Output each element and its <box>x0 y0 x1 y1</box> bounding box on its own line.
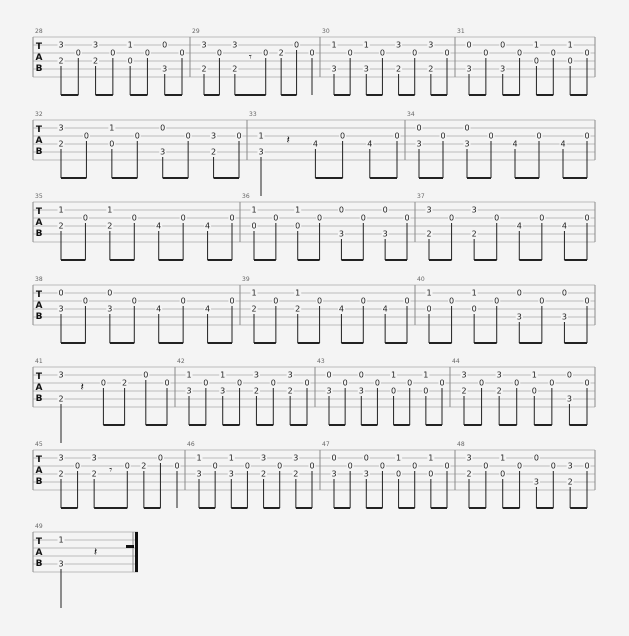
fret-number: 2 <box>261 469 267 479</box>
tab-system <box>33 441 595 508</box>
quarter-rest: 𝄽 <box>93 545 98 559</box>
fret-number: 3 <box>471 205 477 215</box>
fret-number: 3 <box>464 139 470 149</box>
fret-number: 1 <box>127 40 133 50</box>
fret-number: 0 <box>449 213 455 223</box>
fret-number: 1 <box>258 131 264 141</box>
fret-number: 4 <box>312 139 318 149</box>
fret-number: 0 <box>251 221 257 231</box>
tab-clef-letter: A <box>35 548 43 558</box>
fret-number: 3 <box>201 40 207 50</box>
fret-number: 3 <box>160 147 166 157</box>
measure-number: 44 <box>452 358 460 365</box>
tab-clef-letter: B <box>35 394 43 404</box>
fret-number: 0 <box>500 469 506 479</box>
fret-number: 3 <box>331 469 337 479</box>
fret-number: 0 <box>533 453 539 463</box>
fret-number: 2 <box>428 64 434 74</box>
fret-number: 3 <box>566 394 572 404</box>
measure-number: 33 <box>249 111 257 118</box>
fret-number: 0 <box>584 296 590 306</box>
fret-number: 3 <box>58 40 64 50</box>
tab-system <box>33 28 595 95</box>
fret-number: 0 <box>180 296 186 306</box>
fret-number: 0 <box>340 131 346 141</box>
fret-number: 0 <box>82 213 88 223</box>
tab-clef-letter: T <box>35 207 43 217</box>
fret-number: 3 <box>228 469 234 479</box>
fret-number: 2 <box>58 56 64 66</box>
fret-number: 2 <box>58 221 64 231</box>
fret-number: 0 <box>360 213 366 223</box>
fret-number: 0 <box>131 296 137 306</box>
fret-number: 3 <box>253 370 259 380</box>
measure-number: 49 <box>35 523 43 530</box>
fret-number: 0 <box>550 48 556 58</box>
measure-number: 32 <box>35 111 43 118</box>
tab-system <box>33 193 595 260</box>
fret-number: 0 <box>449 296 455 306</box>
fret-number: 0 <box>164 378 170 388</box>
fret-number: 0 <box>326 370 332 380</box>
fret-number: 1 <box>423 370 429 380</box>
fret-number: 0 <box>483 48 489 58</box>
measure-number: 29 <box>192 28 200 35</box>
fret-number: 2 <box>141 461 147 471</box>
fret-number: 4 <box>338 304 344 314</box>
fret-number: 0 <box>331 453 337 463</box>
fret-number: 0 <box>360 296 366 306</box>
fret-number: 0 <box>273 296 279 306</box>
tab-clef-letter: T <box>35 537 43 547</box>
fret-number: 0 <box>203 378 209 388</box>
fret-number: 0 <box>179 48 185 58</box>
fret-number: 3 <box>396 40 402 50</box>
measure-number: 31 <box>457 28 465 35</box>
fret-number: 3 <box>220 386 226 396</box>
tab-system <box>33 523 138 608</box>
fret-number: 4 <box>512 139 518 149</box>
fret-number: 0 <box>423 386 429 396</box>
fret-number: 0 <box>404 296 410 306</box>
measure-number: 41 <box>35 358 43 365</box>
fret-number: 0 <box>144 48 150 58</box>
fret-number: 1 <box>428 453 434 463</box>
final-barline <box>135 532 138 572</box>
measure-number: 34 <box>407 111 415 118</box>
fret-number: 2 <box>58 394 64 404</box>
fret-number: 2 <box>58 139 64 149</box>
fret-number: 0 <box>317 296 323 306</box>
fret-number: 4 <box>561 221 567 231</box>
fret-number: 2 <box>287 386 293 396</box>
fret-number: 0 <box>134 131 140 141</box>
fret-number: 1 <box>391 370 397 380</box>
measure <box>35 523 134 608</box>
fret-number: 3 <box>500 64 506 74</box>
quarter-rest: 𝄽 <box>286 133 290 147</box>
fret-number: 0 <box>536 131 542 141</box>
fret-number: 1 <box>396 453 402 463</box>
fret-number: 0 <box>124 461 130 471</box>
fret-number: 2 <box>253 386 259 396</box>
fret-number: 3 <box>561 312 567 322</box>
fret-number: 1 <box>295 205 301 215</box>
fret-number: 0 <box>444 48 450 58</box>
fret-number: 0 <box>494 296 500 306</box>
fret-number: 0 <box>347 48 353 58</box>
tab-clef-letter: T <box>35 125 43 135</box>
fret-number: 0 <box>58 288 64 298</box>
fret-number: 1 <box>363 40 369 50</box>
fret-number: 2 <box>567 477 573 487</box>
tab-clef-letter: A <box>35 466 43 476</box>
measure-number: 28 <box>35 28 43 35</box>
fret-number: 0 <box>517 461 523 471</box>
measure-number: 40 <box>417 276 425 283</box>
fret-number: 0 <box>494 213 500 223</box>
fret-number: 4 <box>205 221 211 231</box>
measure-number: 39 <box>242 276 250 283</box>
fret-number: 1 <box>251 205 257 215</box>
tab-clef-letter: A <box>35 218 43 228</box>
fret-number: 3 <box>416 139 422 149</box>
measure-number: 43 <box>317 358 325 365</box>
fret-number: 0 <box>107 288 113 298</box>
tab-system <box>33 111 595 196</box>
fret-number: 3 <box>107 304 113 314</box>
fret-number: 3 <box>91 453 97 463</box>
fret-number: 3 <box>58 304 64 314</box>
fret-number: 0 <box>185 131 191 141</box>
fret-number: 2 <box>295 304 301 314</box>
fret-number: 3 <box>258 147 264 157</box>
fret-number: 3 <box>58 453 64 463</box>
fret-number: 0 <box>584 461 590 471</box>
fret-number: 0 <box>270 378 276 388</box>
fret-number: 0 <box>180 213 186 223</box>
fret-number: 0 <box>237 378 243 388</box>
fret-number: 0 <box>550 461 556 471</box>
measure <box>249 111 401 196</box>
fret-number: 1 <box>295 288 301 298</box>
fret-number: 1 <box>251 288 257 298</box>
fret-number: 2 <box>201 64 207 74</box>
tab-clef-letter: B <box>35 477 43 487</box>
fret-number: 3 <box>533 477 539 487</box>
fret-number: 0 <box>566 370 572 380</box>
fret-number: 3 <box>331 64 337 74</box>
tab-clef-letter: A <box>35 53 43 63</box>
fret-number: 0 <box>295 221 301 231</box>
fret-number: 0 <box>131 213 137 223</box>
fret-number: 0 <box>488 131 494 141</box>
fret-number: 4 <box>156 304 162 314</box>
fret-number: 0 <box>531 386 537 396</box>
fret-number: 0 <box>309 461 315 471</box>
fret-number: 0 <box>294 40 300 50</box>
fret-number: 0 <box>440 131 446 141</box>
fret-number: 3 <box>196 469 202 479</box>
fret-number: 0 <box>338 205 344 215</box>
fret-number: 3 <box>358 386 364 396</box>
fret-number: 2 <box>232 64 238 74</box>
tab-clef-letter: T <box>35 455 43 465</box>
fret-number: 0 <box>109 139 115 149</box>
measure-number: 36 <box>242 193 250 200</box>
fret-number: 2 <box>107 221 113 231</box>
fret-number: 3 <box>466 453 472 463</box>
quarter-rest: 𝄽 <box>80 380 84 394</box>
fret-number: 0 <box>110 48 116 58</box>
tab-clef-letter: A <box>35 136 43 146</box>
fret-number: 3 <box>516 312 522 322</box>
fret-number: 2 <box>293 469 299 479</box>
fret-number: 0 <box>407 378 413 388</box>
fret-number: 3 <box>58 370 64 380</box>
fret-number: 2 <box>278 48 284 58</box>
fret-number: 1 <box>228 453 234 463</box>
fret-number: 1 <box>331 40 337 50</box>
fret-number: 3 <box>338 229 344 239</box>
fret-number: 0 <box>236 131 242 141</box>
fret-number: 4 <box>205 304 211 314</box>
tab-clef-letter: B <box>35 559 43 569</box>
fret-number: 4 <box>382 304 388 314</box>
fret-number: 0 <box>514 378 520 388</box>
fret-number: 1 <box>58 535 64 545</box>
fret-number: 2 <box>93 56 99 66</box>
fret-number: 0 <box>75 48 81 58</box>
fret-number: 0 <box>516 288 522 298</box>
fret-number: 4 <box>560 139 566 149</box>
fret-number: 2 <box>496 386 502 396</box>
measure-number: 48 <box>457 441 465 448</box>
fret-number: 0 <box>426 304 432 314</box>
fret-number: 3 <box>567 461 573 471</box>
fret-number: 0 <box>162 40 168 50</box>
fret-number: 3 <box>261 453 267 463</box>
fret-number: 0 <box>561 288 567 298</box>
fret-number: 0 <box>382 205 388 215</box>
tab-clef-letter: B <box>35 229 43 239</box>
fret-number: 0 <box>471 304 477 314</box>
fret-number: 3 <box>211 131 217 141</box>
fret-number: 0 <box>317 213 323 223</box>
fret-number: 0 <box>263 48 269 58</box>
fret-number: 0 <box>82 296 88 306</box>
measure-number: 47 <box>322 441 330 448</box>
fret-number: 0 <box>567 56 573 66</box>
fret-number: 0 <box>273 213 279 223</box>
fret-number: 0 <box>309 48 315 58</box>
eighth-rest: 𝄾 <box>248 50 252 64</box>
tab-clef-letter: T <box>35 42 43 52</box>
fret-number: 0 <box>304 378 310 388</box>
fret-number: 1 <box>196 453 202 463</box>
fret-number: 0 <box>229 213 235 223</box>
fret-number: 0 <box>347 461 353 471</box>
tab-system <box>33 358 595 443</box>
measure-number: 35 <box>35 193 43 200</box>
eighth-rest: 𝄾 <box>109 463 113 477</box>
fret-number: 3 <box>287 370 293 380</box>
fret-number: 0 <box>466 40 472 50</box>
fret-number: 2 <box>122 378 128 388</box>
fret-number: 3 <box>496 370 502 380</box>
fret-number: 4 <box>516 221 522 231</box>
measure-number: 46 <box>187 441 195 448</box>
fret-number: 0 <box>539 213 545 223</box>
fret-number: 4 <box>156 221 162 231</box>
fret-number: 3 <box>382 229 388 239</box>
tab-system <box>33 276 595 343</box>
fret-number: 0 <box>83 131 89 141</box>
fret-number: 0 <box>379 461 385 471</box>
measure-number: 38 <box>35 276 43 283</box>
fret-number: 1 <box>186 370 192 380</box>
fret-number: 2 <box>461 386 467 396</box>
fret-number: 0 <box>500 40 506 50</box>
fret-number: 0 <box>374 378 380 388</box>
fret-number: 3 <box>58 559 64 569</box>
fret-number: 0 <box>584 378 590 388</box>
fret-number: 1 <box>500 453 506 463</box>
fret-number: 0 <box>391 386 397 396</box>
fret-number: 0 <box>439 378 445 388</box>
tab-clef-letter: B <box>35 64 43 74</box>
fret-number: 0 <box>174 461 180 471</box>
fret-number: 1 <box>107 205 113 215</box>
fret-number: 0 <box>517 48 523 58</box>
fret-number: 3 <box>326 386 332 396</box>
fret-number: 0 <box>464 123 470 133</box>
fret-number: 3 <box>428 40 434 50</box>
half-rest <box>126 545 134 548</box>
fret-number: 3 <box>293 453 299 463</box>
fret-number: 0 <box>404 213 410 223</box>
fret-number: 0 <box>160 123 166 133</box>
fret-number: 2 <box>396 64 402 74</box>
tab-clef-letter: A <box>35 301 43 311</box>
fret-number: 1 <box>426 288 432 298</box>
fret-number: 0 <box>584 131 590 141</box>
fret-number: 0 <box>363 453 369 463</box>
tab-clef-letter: T <box>35 290 43 300</box>
fret-number: 0 <box>483 461 489 471</box>
fret-number: 0 <box>444 461 450 471</box>
fret-number: 3 <box>162 64 168 74</box>
fret-number: 0 <box>549 378 555 388</box>
fret-number: 2 <box>426 229 432 239</box>
fret-number: 0 <box>396 469 402 479</box>
fret-number: 3 <box>186 386 192 396</box>
fret-number: 2 <box>211 147 217 157</box>
tab-clef-letter: B <box>35 312 43 322</box>
fret-number: 0 <box>216 48 222 58</box>
measure <box>35 358 171 443</box>
fret-number: 0 <box>394 131 400 141</box>
fret-number: 0 <box>412 48 418 58</box>
fret-number: 1 <box>220 370 226 380</box>
fret-number: 0 <box>100 378 106 388</box>
fret-number: 0 <box>143 370 149 380</box>
fret-number: 0 <box>416 123 422 133</box>
fret-number: 0 <box>127 56 133 66</box>
fret-number: 3 <box>58 123 64 133</box>
measure-number: 45 <box>35 441 43 448</box>
tab-clef-letter: B <box>35 147 43 157</box>
measure-number: 30 <box>322 28 330 35</box>
fret-number: 1 <box>567 40 573 50</box>
fret-number: 0 <box>379 48 385 58</box>
fret-number: 0 <box>277 461 283 471</box>
measure-number: 37 <box>417 193 425 200</box>
fret-number: 2 <box>471 229 477 239</box>
fret-number: 3 <box>466 64 472 74</box>
fret-number: 4 <box>367 139 373 149</box>
fret-number: 2 <box>251 304 257 314</box>
fret-number: 0 <box>358 370 364 380</box>
measure-number: 42 <box>177 358 185 365</box>
fret-number: 0 <box>244 461 250 471</box>
fret-number: 0 <box>212 461 218 471</box>
fret-number: 0 <box>584 48 590 58</box>
tab-clef-letter: A <box>35 383 43 393</box>
fret-number: 0 <box>229 296 235 306</box>
fret-number: 0 <box>157 453 163 463</box>
fret-number: 3 <box>426 205 432 215</box>
fret-number: 3 <box>93 40 99 50</box>
tab-clef-letter: T <box>35 372 43 382</box>
fret-number: 3 <box>232 40 238 50</box>
fret-number: 0 <box>533 56 539 66</box>
fret-number: 1 <box>533 40 539 50</box>
fret-number: 2 <box>91 469 97 479</box>
fret-number: 3 <box>363 469 369 479</box>
fret-number: 0 <box>479 378 485 388</box>
fret-number: 1 <box>471 288 477 298</box>
fret-number: 1 <box>109 123 115 133</box>
fret-number: 1 <box>531 370 537 380</box>
fret-number: 0 <box>584 213 590 223</box>
fret-number: 0 <box>75 461 81 471</box>
fret-number: 0 <box>539 296 545 306</box>
fret-number: 1 <box>58 205 64 215</box>
fret-number: 0 <box>428 469 434 479</box>
fret-number: 3 <box>461 370 467 380</box>
fret-number: 0 <box>342 378 348 388</box>
fret-number: 2 <box>466 469 472 479</box>
fret-number: 0 <box>412 461 418 471</box>
fret-number: 2 <box>58 469 64 479</box>
fret-number: 3 <box>363 64 369 74</box>
